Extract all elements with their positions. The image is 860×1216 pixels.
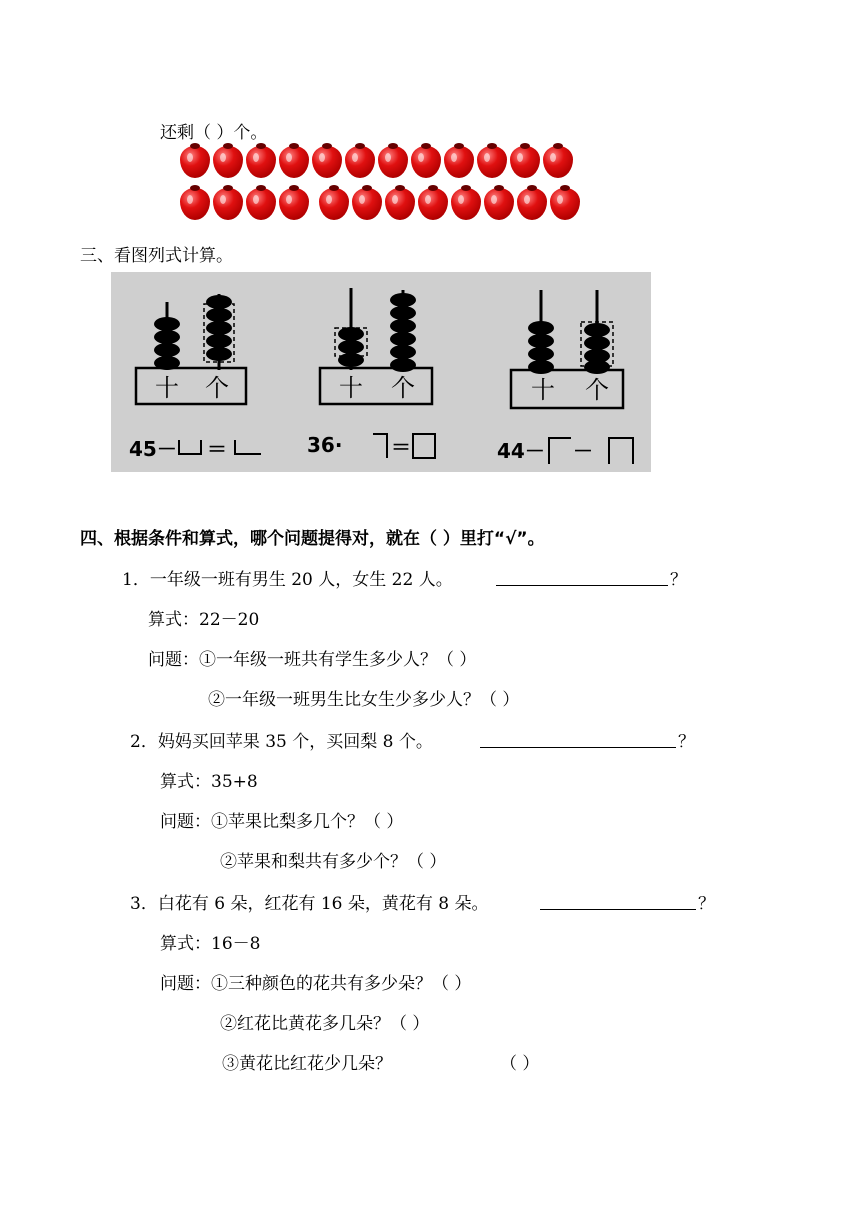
apple-icon — [477, 146, 507, 178]
abacus-figure — [111, 272, 651, 472]
equation-1: 45－ — [129, 437, 177, 461]
q2-formula: 算式：35+8 — [160, 772, 258, 792]
bead — [154, 317, 180, 331]
q3-formula: 算式：16－8 — [160, 934, 261, 954]
bead — [206, 347, 232, 361]
apple-icon — [180, 188, 210, 220]
bead — [390, 293, 416, 307]
q1-stem: 1．一年级一班有男生 20 人，女生 22 人。 — [122, 570, 453, 590]
equation-3: 44－ — [497, 439, 545, 463]
apple-row-1 — [180, 142, 580, 182]
abacus-panel — [111, 272, 651, 472]
bead — [528, 334, 554, 348]
equation-2: 36· — [307, 433, 343, 457]
q2-stem: 2．妈妈买回苹果 35 个，买回梨 8 个。 — [130, 732, 433, 752]
q3-option-3[interactable]: ③黄花比红花少几朵？ — [222, 1054, 392, 1074]
bead — [528, 360, 554, 374]
q1-option-1[interactable]: 问题：①一年级一班共有学生多少人？（ ） — [148, 650, 477, 670]
bead — [584, 336, 610, 350]
abacus-1 — [129, 294, 261, 461]
q1-end: ？ — [670, 570, 687, 590]
apple-row-2 — [180, 184, 590, 224]
q3-end: ？ — [698, 894, 715, 914]
q1-formula: 算式：22－20 — [148, 610, 260, 630]
apple-icon — [517, 188, 547, 220]
abacus-2 — [307, 288, 435, 459]
equation-mid-3: － — [573, 439, 593, 463]
apples-remain-text: 还剩（ ）个。 — [160, 123, 268, 143]
apple-icon — [279, 188, 309, 220]
q2-option-1[interactable]: 问题：①苹果比梨多几个？（ ） — [160, 812, 404, 832]
apple-icon — [411, 146, 441, 178]
bead — [206, 334, 232, 348]
q3-option-3-paren[interactable]: （ ） — [500, 1054, 540, 1074]
apple-icon — [378, 146, 408, 178]
q3-answer-line[interactable] — [540, 909, 696, 910]
apple-icon — [312, 146, 342, 178]
bead — [338, 353, 364, 367]
bead — [528, 321, 554, 335]
bead — [390, 319, 416, 333]
q3-stem: 3．白花有 6 朵，红花有 16 朵，黄花有 8 朵。 — [130, 894, 489, 914]
apple-icon — [352, 188, 382, 220]
bead — [206, 308, 232, 322]
bead — [206, 295, 232, 309]
q1-answer-line[interactable] — [496, 585, 668, 586]
bead — [154, 330, 180, 344]
apple-icon — [385, 188, 415, 220]
apple-icon — [279, 146, 309, 178]
apple-icon — [345, 146, 375, 178]
apple-icon — [246, 188, 276, 220]
apple-icon — [510, 146, 540, 178]
bead — [154, 343, 180, 357]
bead — [390, 332, 416, 346]
bead — [206, 321, 232, 335]
section3-title: 三、看图列式计算。 — [80, 246, 233, 266]
section4-title: 四、根据条件和算式，哪个问题提得对，就在（ ）里打“√”。 — [80, 529, 545, 549]
bead — [338, 327, 364, 341]
apple-icon — [213, 188, 243, 220]
bead — [390, 358, 416, 372]
apple-icon — [319, 188, 349, 220]
bead — [584, 323, 610, 337]
tens-label-1: 十 — [155, 374, 179, 402]
equation-mid-1: ＝ — [207, 437, 227, 461]
q2-option-2[interactable]: ②苹果和梨共有多少个？（ ） — [220, 852, 447, 872]
tens-label-2: 十 — [339, 374, 363, 402]
apple-icon — [180, 146, 210, 178]
bead — [338, 340, 364, 354]
apple-icon — [451, 188, 481, 220]
apple-icon — [246, 146, 276, 178]
tens-label-3: 十 — [531, 376, 555, 404]
ones-label-3: 个 — [585, 376, 609, 404]
apple-icon — [444, 146, 474, 178]
apple-icon — [484, 188, 514, 220]
q2-answer-line[interactable] — [480, 747, 676, 748]
ones-label-1: 个 — [205, 374, 229, 402]
equation-mid-2: ＝ — [391, 435, 411, 459]
apple-icon — [418, 188, 448, 220]
apple-icon — [543, 146, 573, 178]
q2-end: ？ — [678, 732, 695, 752]
q3-option-2[interactable]: ②红花比黄花多几朵？（ ） — [220, 1014, 430, 1034]
q3-option-1[interactable]: 问题：①三种颜色的花共有多少朵？（ ） — [160, 974, 472, 994]
q1-option-2[interactable]: ②一年级一班男生比女生少多少人？（ ） — [208, 690, 520, 710]
apple-icon — [550, 188, 580, 220]
bead — [390, 345, 416, 359]
ones-label-2: 个 — [391, 374, 415, 402]
bead — [584, 360, 610, 374]
abacus-3 — [497, 290, 633, 464]
apple-icon — [213, 146, 243, 178]
bead — [390, 306, 416, 320]
bead — [528, 347, 554, 361]
